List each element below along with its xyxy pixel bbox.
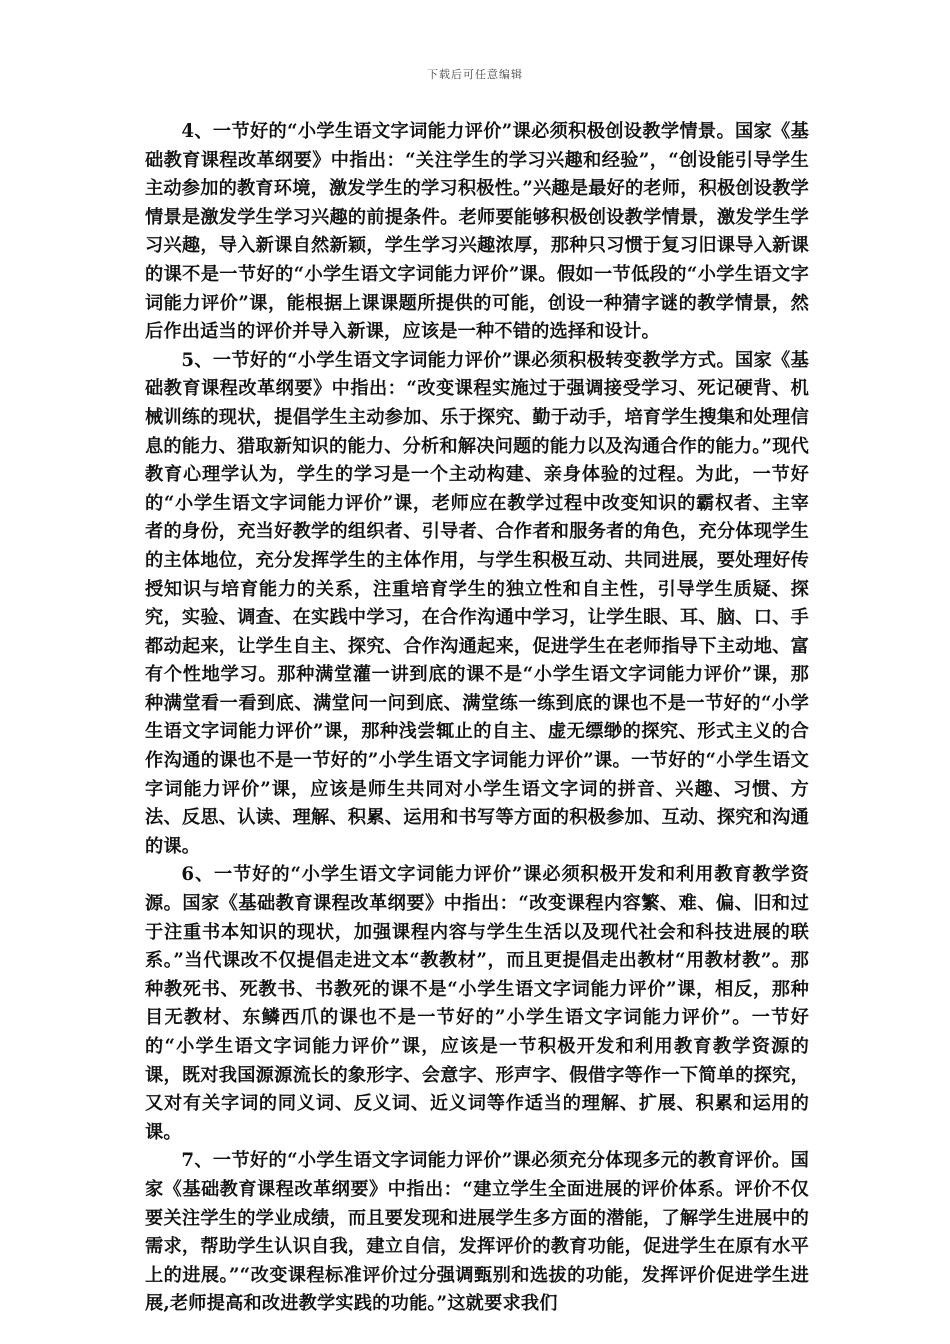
paragraph-7: 7、一节好的“小学生语文字词能力评价”课必须充分体现多元的教育评价。国家《基础教育课程改革纲要》中指出：“建立学生全面进展的评价体系。评价不仅要关注学生的学业成绩，而且要发现和进展学生多方面的潜能，了解学生进展中的需求，帮助学生认识自我，建立自信，发挥评价的教育功能，促进学生在原有水平上的进展。”“改变课程标准评价过分强调甄别和选拔的功能，发挥评价促进学生进展,老师提高和改进教学实践的功能。”这就要求我们 <box>145 1150 809 1315</box>
paragraph-4: 4、一节好的“小学生语文字词能力评价”课必须积极创设教学情景。国家《基础教育课程改革纲要》中指出：“关注学生的学习兴趣和经验”，“创设能引导学生主动参加的教育环境，激发学生的学习积极性。”兴趣是最好的老师，积极创设教学情景是激发学生学习兴趣的前提条件。老师要能够积极创设教学情景，激发学生学习兴趣，导入新课自然新颖，学生学习兴趣浓厚，那种只习惯于复习旧课导入新课的课不是一节好的“小学生语文字词能力评价”课。假如一节低段的“小学生语文字词能力评价”课，能根据上课课题所提供的可能，创设一种猜字谜的教学情景，然后作出适当的评价并导入新课，应该是一种不错的选择和设计。 <box>145 121 809 343</box>
document-body <box>145 118 809 1319</box>
paragraph-6: 6、一节好的“小学生语文字词能力评价”课必须积极开发和利用教育教学资源。国家《基础教育课程改革纲要》中指出：“改变课程内容繁、难、偏、旧和过于注重书本知识的现状，加强课程内容与学生生活以及现代社会和科技进展的联系。”当代课改不仅提倡走进文本“教教材”，而且更提倡走出教材“用教材教”。那种教死书、死教书、书教死的课不是“小学生语文字词能力评价”课，相反，那种目无教材、东鳞西爪的课也不是一节好的”小学生语文字词能力评价”。一节好的“小学生语文字词能力评价”课，应该是一节积极开发和利用教育教学资源的课，既对我国源源流长的象形字、会意字、形声字、假借字等作一下简单的探究，又对有关字词的同义词、反义词、近义词等作适当的理解、扩展、积累和运用的课。 <box>145 864 809 1143</box>
paragraph-5: 5、一节好的“小学生语文字词能力评价”课必须积极转变教学方式。国家《基础教育课程改革纲要》中指出：“改变课程实施过于强调接受学习、死记硬背、机械训练的现状，提倡学生主动参加、乐于探究、勤于动手，培育学生搜集和处理信息的能力、猎取新知识的能力、分析和解决问题的能力以及沟通合作的能力。”现代教育心理学认为，学生的学习是一个主动构建、亲身体验的过程。为此，一节好的“小学生语文字词能力评价”课，老师应在教学过程中改变知识的霸权者、主宰者的身份，充当好教学的组织者、引导者、合作者和服务者的角色，充分体现学生的主体地位，充分发挥学生的主体作用，与学生积极互动、共同进展，要处理好传授知识与培育能力的关系，注重培育学生的独立性和自主性，引导学生质疑、探究，实验、调查、在实践中学习，在合作沟通中学习，让学生眼、耳、脑、口、手都动起来，让学生自主、探究、合作沟通起来，促进学生在老师指导下主动地、富有个性地学习。那种满堂灌一讲到底的课不是“小学生语文字词能力评价”课，那种满堂看一看到底、满堂问一问到底、满堂练一练到底的课也不是一节好的“小学生语文字词能力评价”课，那种浅尝辄止的自主、虚无缥缈的探究、形式主义的合作沟通的课也不是一节好的”小学生语文字词能力评价”课。一节好的“小学生语文字词能力评价”课，应该是师生共同对小学生语文字词的拼音、兴趣、习惯、方法、反思、认读、理解、积累、运用和书写等方面的积极参加、互动、探究和沟通的课。 <box>145 349 809 857</box>
page-header-note: 下载后可任意编辑 <box>427 68 523 81</box>
